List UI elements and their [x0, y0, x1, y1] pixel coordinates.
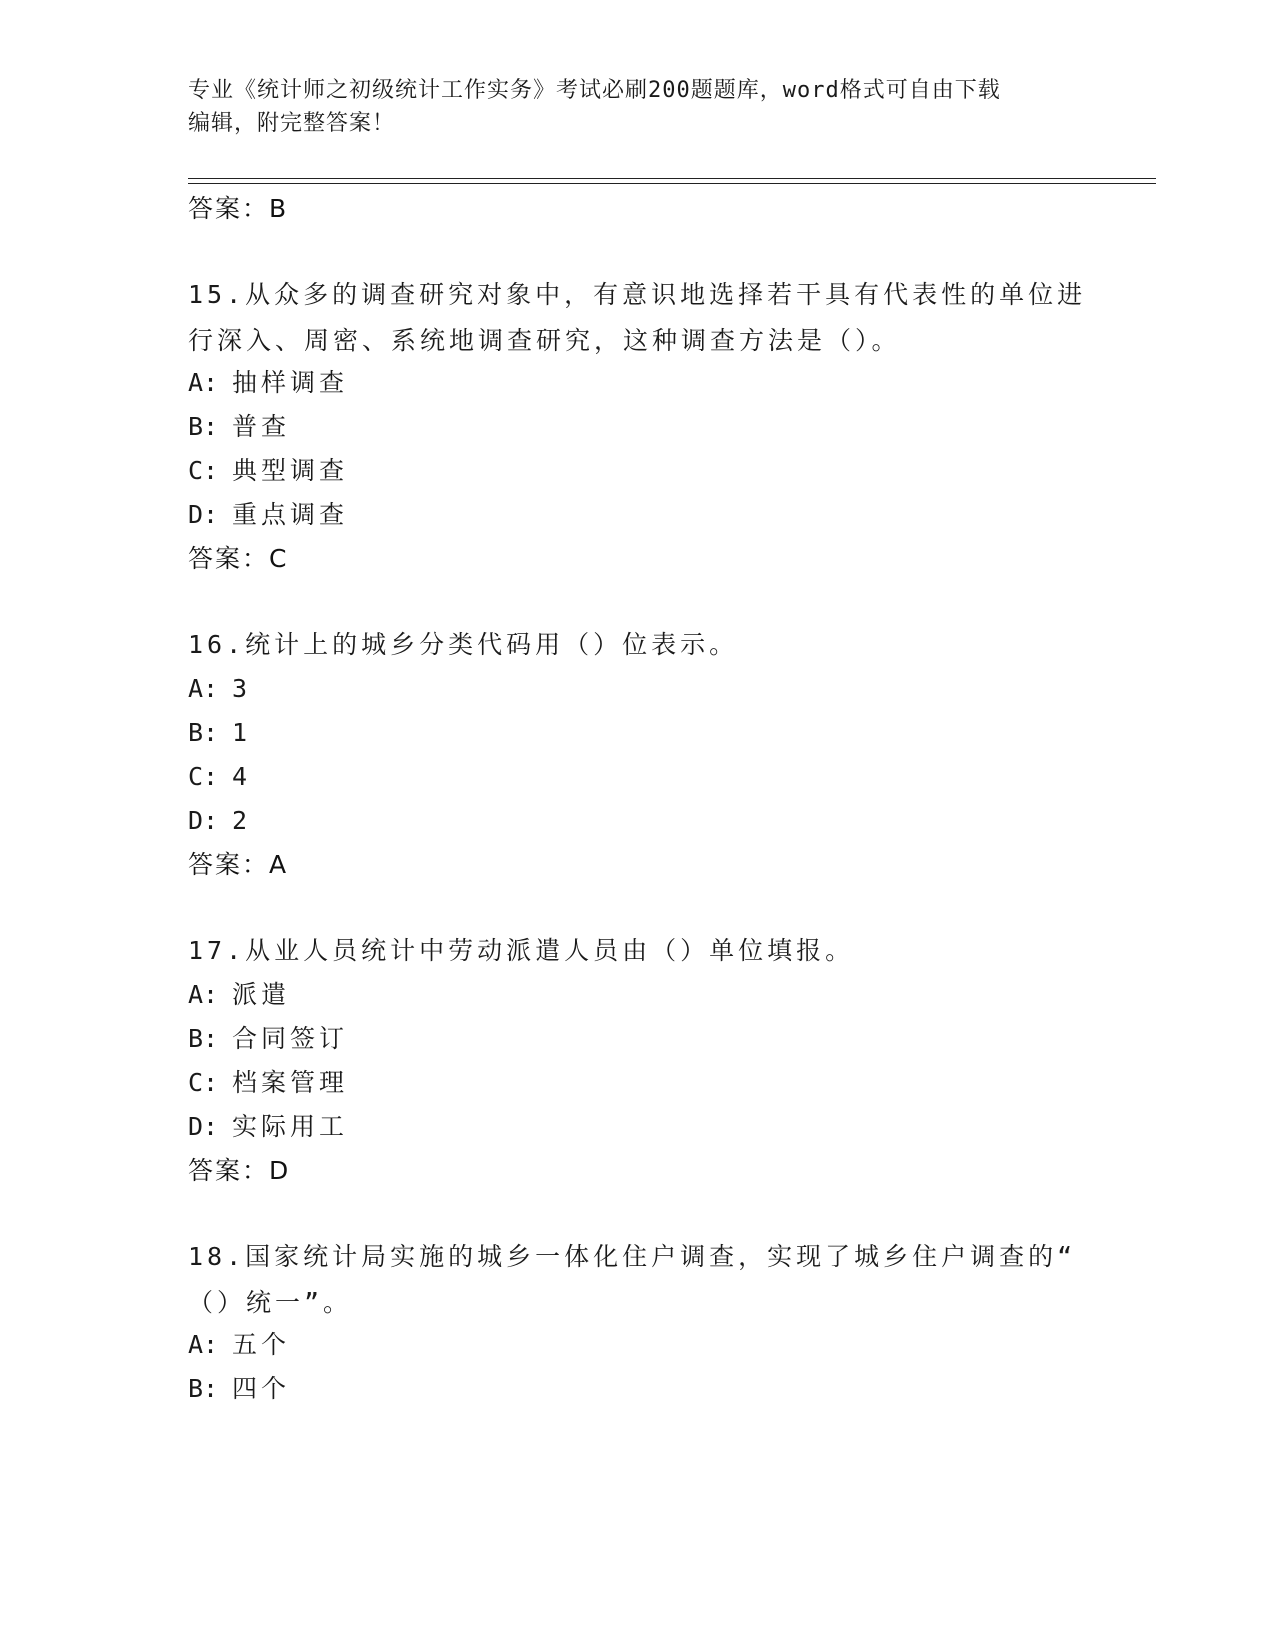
document-header	[188, 74, 1078, 140]
question-line: 18.国家统计局实施的城乡一体化住户调查，实现了城乡住户调查的“	[188, 1242, 1077, 1271]
question-line: 15.从众多的调查研究对象中，有意识地选择若干具有代表性的单位进	[188, 280, 1087, 309]
question-15-option-d: D: 重点调查	[188, 500, 349, 529]
question-18-text	[188, 1234, 1088, 1326]
question-17-answer: 答案：D	[188, 1156, 291, 1185]
question-16-option-b: B: 1	[188, 718, 252, 747]
question-line: 17.从业人员统计中劳动派遣人员由（）单位填报。	[188, 936, 855, 965]
question-17-text	[188, 928, 1088, 974]
question-line: 行深入、周密、系统地调查研究，这种调查方法是（）。	[188, 326, 901, 355]
header-line-2: 编辑，附完整答案！	[188, 111, 396, 136]
question-15-option-a: A: 抽样调查	[188, 368, 349, 397]
question-16-text	[188, 622, 1088, 668]
question-15-option-b: B: 普查	[188, 412, 291, 441]
header-divider-top	[188, 178, 1156, 179]
question-15-option-c: C: 典型调查	[188, 456, 349, 485]
question-17-option-a: A: 派遣	[188, 980, 291, 1009]
question-18-option-b: B: 四个	[188, 1374, 291, 1403]
question-16-option-d: D: 2	[188, 806, 252, 835]
question-18-option-a: A: 五个	[188, 1330, 291, 1359]
question-17-option-c: C: 档案管理	[188, 1068, 349, 1097]
question-16-option-a: A: 3	[188, 674, 252, 703]
question-15-text	[188, 272, 1088, 364]
previous-answer: 答案：B	[188, 194, 289, 223]
header-line-1: 专业《统计师之初级统计工作实务》考试必刷200题题库，word格式可自由下载	[188, 78, 1001, 103]
question-16-answer: 答案：A	[188, 850, 289, 879]
question-line: （）统一”。	[188, 1288, 353, 1317]
header-divider-bottom	[188, 183, 1156, 184]
question-16-option-c: C: 4	[188, 762, 252, 791]
question-line: 16.统计上的城乡分类代码用（）位表示。	[188, 630, 739, 659]
question-15-answer: 答案：C	[188, 544, 289, 573]
question-17-option-d: D: 实际用工	[188, 1112, 349, 1141]
question-17-option-b: B: 合同签订	[188, 1024, 349, 1053]
